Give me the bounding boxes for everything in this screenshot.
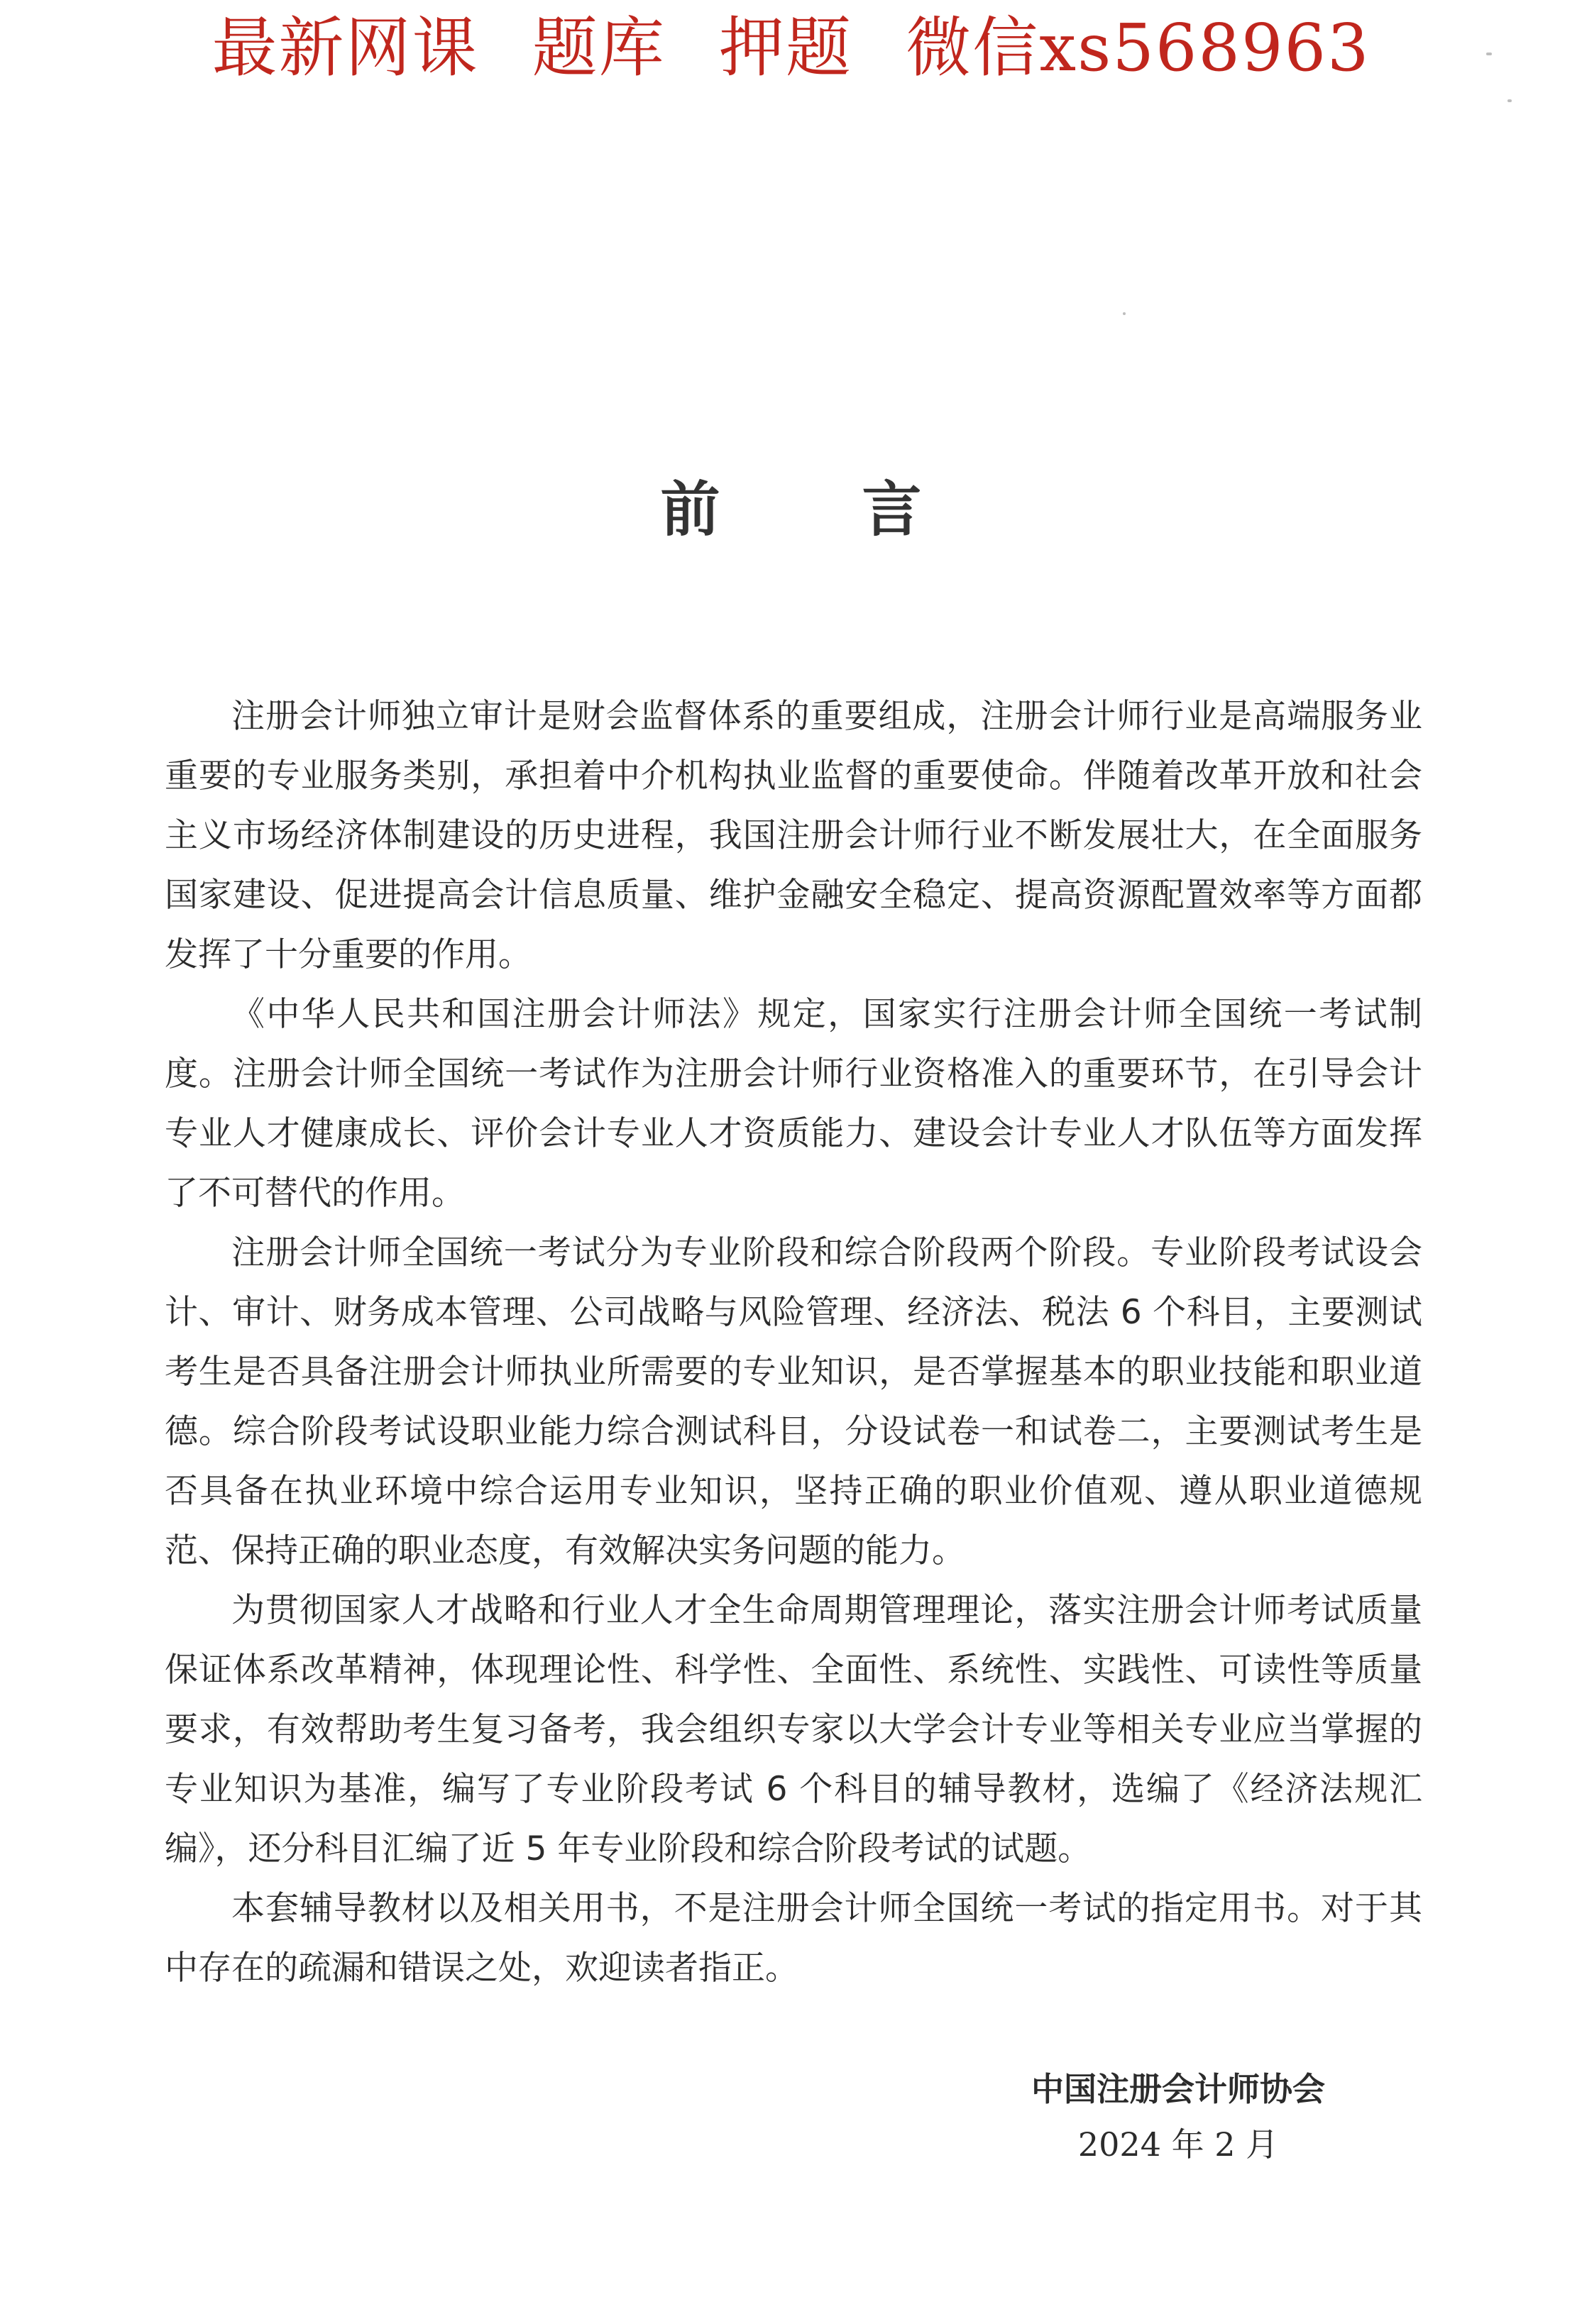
title-char: 言 xyxy=(862,474,922,544)
paragraph: 《中华人民共和国注册会计师法》规定，国家实行注册会计师全国统一考试制度。注册会计师全国统一考试作为注册会计师行业资格准入的重要环节，在引导会计专业人才健康成长、评价会计专业人才资质能力、建设会计专业人才队伍等方面发挥了不可替代的作用。 xyxy=(165,995,1422,1213)
paragraph: 本套辅导教材以及相关用书，不是注册会计师全国统一考试的指定用书。对于其中存在的疏漏和错误之处，欢迎读者指正。 xyxy=(165,1889,1422,1988)
watermark-segment: 最新网课 xyxy=(212,10,479,86)
watermark-segment: 题库 xyxy=(532,10,666,86)
signature-organization: 中国注册会计师协会 xyxy=(1031,2070,1325,2108)
watermark-banner xyxy=(0,6,1582,91)
scan-speck xyxy=(1486,53,1492,55)
page-title xyxy=(0,474,1582,545)
preface-body xyxy=(165,687,1422,1998)
signature-date: 2024 年 2 月 xyxy=(1077,2125,1279,2164)
paragraph: 注册会计师全国统一考试分为专业阶段和综合阶段两个阶段。专业阶段考试设会计、审计、财务成本管理、公司战略与风险管理、经济法、税法 6 个科目，主要测试考生是否具备注册会计师执业所需要的专业知识，是否掌握基本的职业技能和职业道德。综合阶段考试设职业能力综合测试科目，分设试卷一和试卷二，主要测试考生是否具备在执业环境中综合运用专业知识，坚持正确的职业价值观、遵从职业道德规范、保持正确的职业态度，有效解决实务问题的能力。 xyxy=(165,1233,1422,1570)
paragraph: 注册会计师独立审计是财会监督体系的重要组成，注册会计师行业是高端服务业重要的专业服务类别，承担着中介机构执业监督的重要使命。伴随着改革开放和社会主义市场经济体制建设的历史进程，我国注册会计师行业不断发展壮大，在全面服务国家建设、促进提高会计信息质量、维护金融安全稳定、提高资源配置效率等方面都发挥了十分重要的作用。 xyxy=(165,697,1422,974)
scan-speck xyxy=(1507,99,1512,102)
watermark-segment: 微信xs568963 xyxy=(906,10,1370,86)
scan-speck xyxy=(1123,312,1126,315)
paragraph: 为贯彻国家人才战略和行业人才全生命周期管理理论，落实注册会计师考试质量保证体系改革精神，体现理论性、科学性、全面性、系统性、实践性、可读性等质量要求，有效帮助考生复习备考，我会组织专家以大学会计专业等相关专业应当掌握的专业知识为基准，编写了专业阶段考试 6 个科目的辅导教材，选编了《经济法规汇编》，还分科目汇编了近 5 年专业阶段和综合阶段考试的试题。 xyxy=(165,1591,1422,1868)
title-char: 前 xyxy=(660,474,720,544)
watermark-segment: 押题 xyxy=(718,10,852,86)
